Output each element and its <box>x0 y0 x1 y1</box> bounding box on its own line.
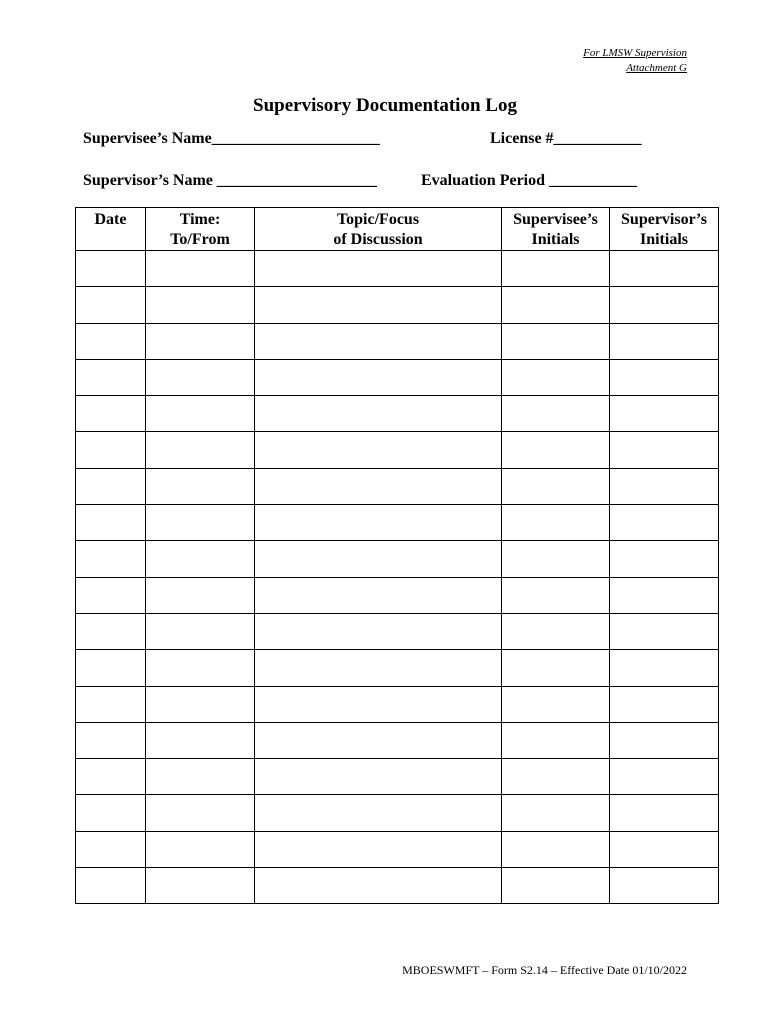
cell-time[interactable] <box>146 577 255 613</box>
cell-supervisee-initials[interactable] <box>502 868 610 904</box>
cell-time[interactable] <box>146 251 255 287</box>
cell-supervisee-initials[interactable] <box>502 722 610 758</box>
table-row <box>76 396 719 432</box>
column-header-label: Date <box>94 211 127 228</box>
cell-supervisee-initials[interactable] <box>502 541 610 577</box>
cell-date[interactable] <box>76 795 146 831</box>
cell-date[interactable] <box>76 613 146 649</box>
table-row <box>76 359 719 395</box>
table-row <box>76 323 719 359</box>
cell-supervisor-initials[interactable] <box>610 468 719 504</box>
column-header-label: Supervisee’s <box>513 211 598 228</box>
cell-time[interactable] <box>146 505 255 541</box>
table-body <box>76 251 719 904</box>
cell-topic[interactable] <box>255 686 502 722</box>
cell-topic[interactable] <box>255 432 502 468</box>
cell-topic[interactable] <box>255 287 502 323</box>
column-header-topic <box>255 208 502 251</box>
cell-time[interactable] <box>146 795 255 831</box>
cell-supervisee-initials[interactable] <box>502 287 610 323</box>
cell-date[interactable] <box>76 468 146 504</box>
table-row <box>76 613 719 649</box>
table-row <box>76 650 719 686</box>
table-row <box>76 251 719 287</box>
cell-supervisor-initials[interactable] <box>610 868 719 904</box>
supervisor-name-field[interactable]: Supervisor’s Name ____________________ <box>83 172 377 189</box>
cell-time[interactable] <box>146 686 255 722</box>
cell-date[interactable] <box>76 686 146 722</box>
table-row <box>76 541 719 577</box>
cell-time[interactable] <box>146 759 255 795</box>
cell-time[interactable] <box>146 323 255 359</box>
cell-date[interactable] <box>76 505 146 541</box>
cell-time[interactable] <box>146 868 255 904</box>
cell-time[interactable] <box>146 396 255 432</box>
cell-date[interactable] <box>76 541 146 577</box>
cell-time[interactable] <box>146 432 255 468</box>
cell-date[interactable] <box>76 287 146 323</box>
cell-supervisee-initials[interactable] <box>502 577 610 613</box>
cell-topic[interactable] <box>255 251 502 287</box>
column-header-supervisor-initials <box>610 208 719 251</box>
column-header-label: Initials <box>531 231 580 248</box>
cell-supervisor-initials[interactable] <box>610 396 719 432</box>
cell-topic[interactable] <box>255 650 502 686</box>
cell-time[interactable] <box>146 468 255 504</box>
column-header-label: Time: <box>179 211 221 228</box>
cell-supervisor-initials[interactable] <box>610 613 719 649</box>
cell-date[interactable] <box>76 831 146 867</box>
cell-supervisor-initials[interactable] <box>610 359 719 395</box>
cell-supervisee-initials[interactable] <box>502 686 610 722</box>
cell-supervisor-initials[interactable] <box>610 831 719 867</box>
column-header-supervisee-initials <box>502 208 610 251</box>
cell-supervisee-initials[interactable] <box>502 323 610 359</box>
cell-topic[interactable] <box>255 831 502 867</box>
cell-date[interactable] <box>76 650 146 686</box>
table-row <box>76 868 719 904</box>
cell-topic[interactable] <box>255 577 502 613</box>
cell-supervisee-initials[interactable] <box>502 432 610 468</box>
column-header-label: of Discussion <box>333 231 423 248</box>
document-title: Supervisory Documentation Log <box>253 95 517 116</box>
cell-supervisee-initials[interactable] <box>502 795 610 831</box>
column-header-label: Topic/Focus <box>336 211 420 228</box>
table-row <box>76 287 719 323</box>
cell-date[interactable] <box>76 577 146 613</box>
cell-supervisee-initials[interactable] <box>502 396 610 432</box>
table-row <box>76 795 719 831</box>
cell-date[interactable] <box>76 396 146 432</box>
cell-topic[interactable] <box>255 541 502 577</box>
cell-supervisee-initials[interactable] <box>502 831 610 867</box>
cell-time[interactable] <box>146 541 255 577</box>
cell-date[interactable] <box>76 868 146 904</box>
cell-topic[interactable] <box>255 505 502 541</box>
cell-time[interactable] <box>146 613 255 649</box>
cell-supervisee-initials[interactable] <box>502 613 610 649</box>
cell-time[interactable] <box>146 287 255 323</box>
cell-date[interactable] <box>76 432 146 468</box>
table-row <box>76 759 719 795</box>
cell-time[interactable] <box>146 650 255 686</box>
cell-supervisee-initials[interactable] <box>502 359 610 395</box>
cell-supervisor-initials[interactable] <box>610 577 719 613</box>
cell-topic[interactable] <box>255 722 502 758</box>
cell-supervisor-initials[interactable] <box>610 759 719 795</box>
cell-supervisee-initials[interactable] <box>502 650 610 686</box>
column-header-time <box>146 208 255 251</box>
cell-time[interactable] <box>146 831 255 867</box>
license-number-field[interactable]: License #___________ <box>490 130 642 147</box>
attachment-note-line1: For LMSW Supervision <box>583 47 687 59</box>
cell-supervisor-initials[interactable] <box>610 505 719 541</box>
table-row <box>76 468 719 504</box>
evaluation-period-field[interactable]: Evaluation Period ___________ <box>421 172 638 189</box>
column-header-label: To/From <box>170 231 230 248</box>
cell-date[interactable] <box>76 722 146 758</box>
column-header-label: Supervisor’s <box>621 211 707 228</box>
cell-supervisor-initials[interactable] <box>610 251 719 287</box>
cell-supervisee-initials[interactable] <box>502 251 610 287</box>
cell-supervisee-initials[interactable] <box>502 468 610 504</box>
table-row <box>76 577 719 613</box>
cell-supervisor-initials[interactable] <box>610 541 719 577</box>
cell-date[interactable] <box>76 323 146 359</box>
cell-supervisor-initials[interactable] <box>610 650 719 686</box>
table-row <box>76 432 719 468</box>
form-footer: MBOESWMFT – Form S2.14 – Effective Date 01/10/2022 <box>402 963 687 977</box>
cell-date[interactable] <box>76 759 146 795</box>
cell-supervisor-initials[interactable] <box>610 323 719 359</box>
table-row <box>76 686 719 722</box>
table-row <box>76 722 719 758</box>
cell-supervisor-initials[interactable] <box>610 432 719 468</box>
cell-topic[interactable] <box>255 868 502 904</box>
supervisee-name-field[interactable]: Supervisee’s Name_____________________ <box>83 130 380 147</box>
cell-topic[interactable] <box>255 359 502 395</box>
table-row <box>76 505 719 541</box>
cell-supervisor-initials[interactable] <box>610 722 719 758</box>
column-header-date <box>76 208 146 251</box>
cell-supervisee-initials[interactable] <box>502 505 610 541</box>
table-row <box>76 831 719 867</box>
cell-topic[interactable] <box>255 468 502 504</box>
cell-supervisee-initials[interactable] <box>502 759 610 795</box>
cell-supervisor-initials[interactable] <box>610 795 719 831</box>
cell-topic[interactable] <box>255 323 502 359</box>
cell-time[interactable] <box>146 359 255 395</box>
cell-topic[interactable] <box>255 613 502 649</box>
cell-supervisor-initials[interactable] <box>610 686 719 722</box>
cell-supervisor-initials[interactable] <box>610 287 719 323</box>
cell-topic[interactable] <box>255 396 502 432</box>
cell-topic[interactable] <box>255 759 502 795</box>
table-header-row <box>76 208 719 251</box>
cell-date[interactable] <box>76 359 146 395</box>
supervision-log-table <box>75 207 719 904</box>
cell-topic[interactable] <box>255 795 502 831</box>
column-header-label: Initials <box>639 231 688 248</box>
cell-date[interactable] <box>76 251 146 287</box>
cell-time[interactable] <box>146 722 255 758</box>
attachment-note-line2: Attachment G <box>626 62 687 74</box>
